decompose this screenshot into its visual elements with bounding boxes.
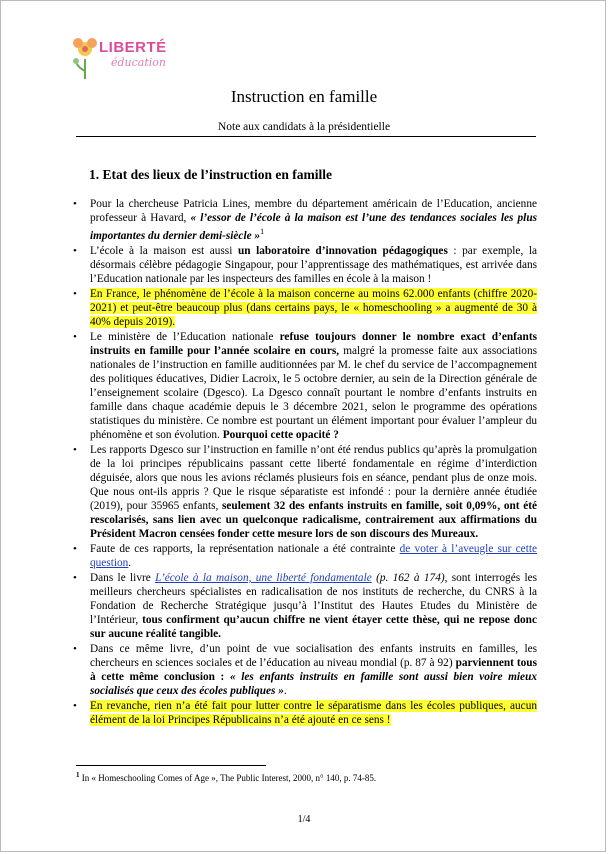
- bullet-list: [73, 197, 537, 728]
- flower-icon: [71, 37, 101, 81]
- liberte-education-logo: [71, 37, 181, 81]
- logo-text: LIBERTÉ: [99, 39, 167, 56]
- document-title: Instruction en famille: [230, 87, 378, 106]
- list-item: • Faute de ces rapports, la représentation nationale a été contrainte de voter à l’aveugle sur cette question.: [73, 542, 537, 570]
- section-heading: 1. Etat des lieux de l’instruction en famille: [89, 167, 332, 182]
- footnote-divider: [76, 765, 266, 766]
- list-item: • Le ministère de l’Education nationale refuse toujours donner le nombre exact d’enfants instruits en famille pour l’année scolaire en cours, malgré la promesse faite aux associations nationales de l’instruction en famille auditionnées par M. le chef du service de l’accompagnement des politiques éducatives, Didier Lacroix, le 5 octobre dernier, au sein de la Direction générale de l’enseignement scolaire (Dgesco). La Dgesco connaît pourtant le nombre d’enfants instruits en famille dans chaque académie depuis le 3 décembre 2021, selon le programme des opérations statistiques du ministère. Ce nombre est pourtant un élément important pour évaluer l’ampleur du phénomène et son évolution. Pourquoi cette opacité ?: [73, 330, 537, 442]
- list-item-highlighted: • En France, le phénomène de l’école à la maison concerne au moins 62.000 enfants (chiffre 2020-2021) et peut-être beaucoup plus (dans certains pays, le « homeschooling » a augmenté de 30 à 40% depuis 2019).: [73, 287, 537, 329]
- list-item: • Dans ce même livre, d’un point de vue socialisation des enfants instruits en familles, les chercheurs en sciences sociales et de l’éducation au niveau mondial (p. 87 à 92) parviennent tous à cette même conclusion : « les enfants instruits en famille sont aussi bien voire mieux socialisés que ceux des écoles publiques ».: [73, 642, 537, 698]
- document-subtitle: Note aux candidats à la présidentielle: [217, 121, 391, 133]
- vote-link[interactable]: de voter à l’aveugle sur cette question: [90, 542, 537, 569]
- book-link[interactable]: L’école à la maison, une liberté fondamentale: [155, 571, 372, 584]
- footnote-reference[interactable]: 1: [260, 227, 265, 236]
- list-item: • Pour la chercheuse Patricia Lines, membre du département américain de l’Education, ancienne professeur à Havard, « l’essor de l’école à la maison est l’une des tendances sociales les plus importantes du dernier demi-siècle »$^1$: [73, 197, 537, 243]
- title-divider: [76, 136, 536, 137]
- footnote: $^1$ In « Homeschooling Comes of Age », The Public Interest, 2000, n° 140, p. 74-85.: [76, 771, 377, 783]
- list-item: • L’école à la maison est aussi un laboratoire d’innovation pédagogiques : par exemple, la désormais célèbre pédagogie Singapour, pour l’apprentissage des mathématiques, est arrivée dans l’Education nationale par les inspecteurs des familles en école à la maison !: [73, 244, 537, 286]
- page-number: 1/4: [297, 814, 311, 825]
- logo-subtext: éducation: [111, 56, 166, 69]
- list-item-highlighted: • En revanche, rien n’a été fait pour lutter contre le séparatisme dans les écoles publiques, aucun élément de la loi Principes Républicains n’a été ajouté en ce sens !: [73, 699, 537, 727]
- list-item: • Les rapports Dgesco sur l’instruction en famille n’ont été rendus publics qu’après la promulgation de la loi principes républicains passant cette liberté fondamentale en régime d’interdiction déguisée, alors que nous les avions réclamés plusieurs fois en séance, pendant plus de onze mois. Que nous ont-ils appris ? Que le risque séparatiste est infondé : pour la dernière année étudiée (2019), pour 35965 enfants, seulement 32 des enfants instruits en famille, soit 0,09%, ont été rescolarisés, sans lien avec un quelconque radicalisme, contrairement aux affirmations du Président Macron censées fonder cette mesure lors de son discours des Mureaux.: [73, 443, 537, 541]
- list-item: • Dans le livre L’école à la maison, une liberté fondamentale (p. 162 à 174), sont interrogés les meilleurs chercheurs spécialistes en radicalisation de nos instituts de recherche, du CNRS à la Fondation de Recherche Stratégique jusqu’à l’Institut des Hautes Etudes du Ministère de l’Intérieur, tous confirment qu’aucun chiffre ne vient étayer cette thèse, qui ne repose donc sur aucune réalité tangible.: [73, 571, 537, 641]
